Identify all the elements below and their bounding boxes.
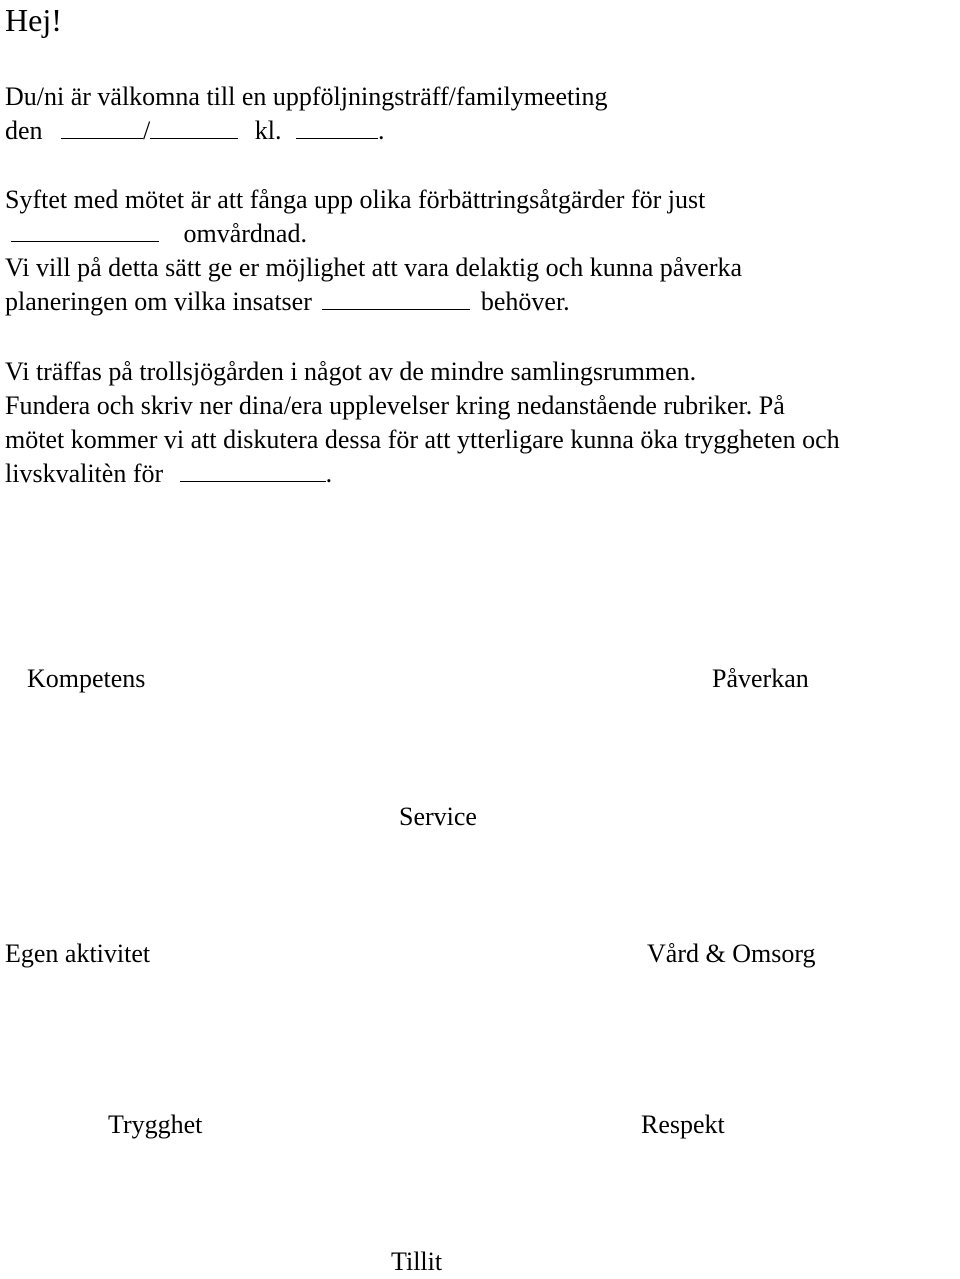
purpose-line-3: Vi vill på detta sätt ge er möjlighet att vara delaktig och kunna påverka (5, 253, 743, 282)
meeting-line-1: Vi träffas på trollsjögården i något av de mindre samlingsrummen. (5, 357, 697, 386)
purpose-line-4-suffix: behöver. (480, 287, 570, 316)
greeting-heading: Hej! (5, 2, 62, 38)
rubric-trygghet: Trygghet (108, 1110, 203, 1139)
meeting-line-4-prefix: livskvalitèn för (5, 459, 164, 488)
purpose-line-4 (5, 285, 570, 319)
meeting-line-3: mötet kommer vi att diskutera dessa för att ytterligare kunna öka tryggheten och (5, 425, 840, 454)
purpose-omvardnad: omvårdnad. (183, 219, 307, 248)
recipient-name-blank-2 (322, 287, 470, 310)
rubric-tillit: Tillit (391, 1247, 443, 1276)
purpose-line-2 (5, 217, 307, 251)
rubric-vard-omsorg: Vård & Omsorg (647, 939, 816, 968)
invite-kl-label: kl. (254, 116, 282, 145)
rubric-paverkan: Påverkan (712, 664, 809, 693)
meeting-line-4-end: . (325, 459, 333, 488)
purpose-line-1: Syftet med mötet är att fånga upp olika förbättringsåtgärder för just (5, 185, 706, 214)
invite-line-2 (5, 114, 385, 148)
rubric-respekt: Respekt (641, 1110, 725, 1139)
invite-line-1: Du/ni är välkomna till en uppföljningsträff/familymeeting (5, 82, 608, 111)
date-day-blank (61, 116, 143, 139)
date-month-blank (150, 116, 238, 139)
invite-line-2-end: . (378, 116, 385, 145)
meeting-line-2: Fundera och skriv ner dina/era upplevelser kring nedanstående rubriker. På (5, 391, 785, 420)
invite-den-label: den (5, 116, 43, 145)
rubric-egen-aktivitet: Egen aktivitet (5, 939, 151, 968)
rubric-service: Service (399, 802, 477, 831)
date-separator: / (143, 116, 151, 145)
recipient-name-blank-3 (180, 459, 326, 482)
recipient-name-blank-1 (11, 219, 159, 242)
rubric-kompetens: Kompetens (27, 664, 146, 693)
meeting-line-4 (5, 457, 332, 491)
purpose-line-4-prefix: planeringen om vilka insatser (5, 287, 312, 316)
time-blank (296, 116, 378, 139)
